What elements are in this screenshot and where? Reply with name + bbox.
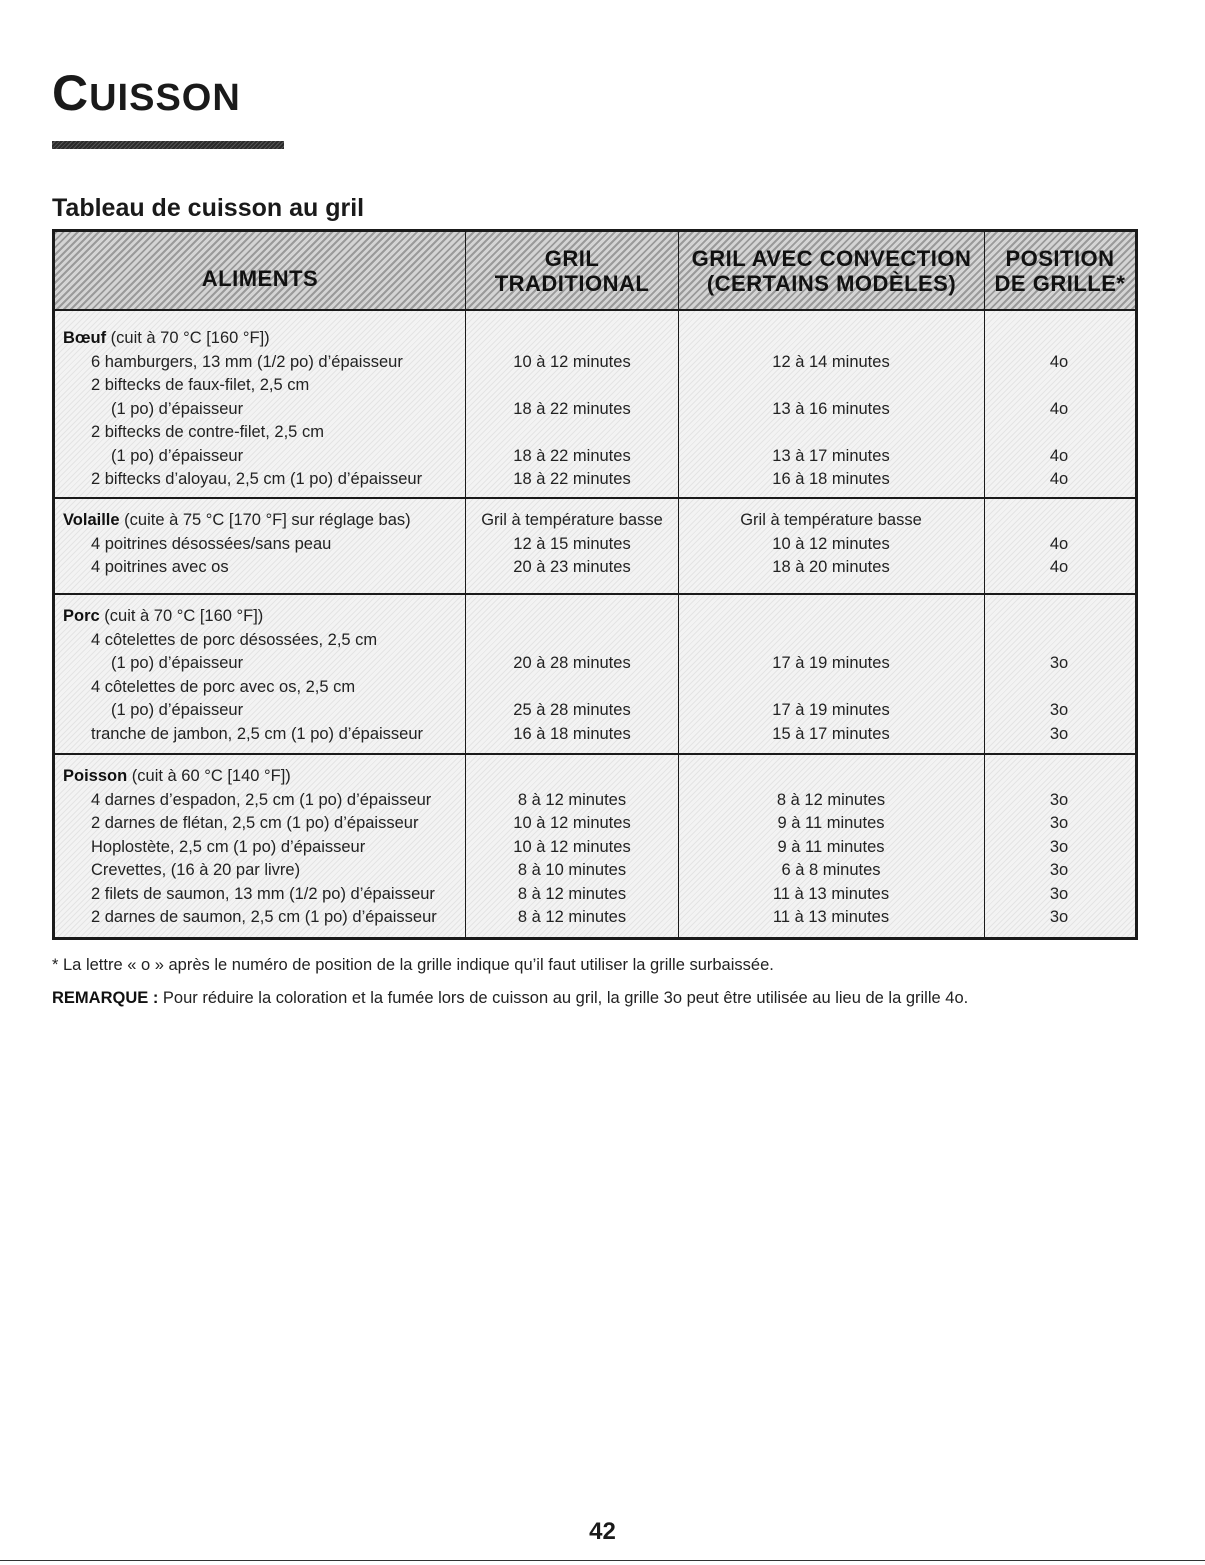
section-heading	[63, 508, 411, 532]
column-divider	[984, 232, 985, 937]
section-heading	[63, 326, 270, 350]
conv-time: 13 à 17 minutes	[772, 446, 890, 465]
rack-position: 3o	[1049, 654, 1069, 672]
page-title-rest: UISSON	[89, 77, 241, 119]
header-conv-line1: GRIL AVEC CONVECTION	[691, 245, 972, 271]
table-title: Tableau de cuisson au gril	[52, 194, 365, 222]
food-item: 2 biftecks de contre-filet, 2,5 cm	[91, 423, 324, 441]
remark-label: REMARQUE :	[52, 989, 159, 1007]
food-item: 4 côtelettes de porc désossées, 2,5 cm	[91, 630, 378, 649]
header-gril-line2: TRADITIONAL	[494, 270, 650, 296]
section-note: (cuit à 70 °C [160 °F])	[99, 607, 264, 625]
page-title	[52, 65, 241, 121]
conv-time: 15 à 17 minutes	[772, 724, 890, 743]
section-name: Bœuf	[63, 329, 107, 347]
rack-position: 3o	[1049, 837, 1069, 856]
conv-time: 11 à 13 minutes	[772, 908, 890, 926]
section-name: Poisson	[63, 767, 128, 785]
conv-time: 12 à 14 minutes	[772, 352, 890, 371]
header-gril-convection	[679, 232, 984, 309]
food-item: 2 darnes de flétan, 2,5 cm (1 po) d’épaisseur	[91, 814, 419, 832]
food-item: 4 côtelettes de porc avec os, 2,5 cm	[91, 677, 356, 696]
rack-position: 3o	[1049, 701, 1069, 719]
conv-time: 6 à 8 minutes	[781, 861, 881, 879]
section-divider	[55, 753, 1135, 755]
rack-position: 4o	[1049, 446, 1069, 465]
section-name: Volaille	[63, 511, 120, 529]
rack-position: 4o	[1049, 470, 1069, 488]
gril-time: 18 à 22 minutes	[513, 470, 631, 488]
page-number: 42	[589, 1518, 616, 1545]
footnote: * La lettre « o » après le numéro de position de la grille indique qu’il faut utiliser la grille surbaissée.	[52, 956, 774, 974]
rack-position: 3o	[1049, 908, 1069, 926]
page-title-initial: C	[52, 65, 90, 121]
gril-time-heading: Gril à température basse	[481, 511, 663, 529]
food-item: 2 darnes de saumon, 2,5 cm (1 po) d’épaisseur	[91, 908, 437, 926]
conv-time: 11 à 13 minutes	[772, 884, 890, 903]
gril-time: 16 à 18 minutes	[513, 724, 631, 743]
section-divider	[55, 593, 1135, 595]
food-item: 2 biftecks d’aloyau, 2,5 cm (1 po) d’épaisseur	[91, 470, 423, 488]
food-item: Crevettes, (16 à 20 par livre)	[91, 861, 301, 879]
header-divider	[55, 309, 1135, 311]
column-divider	[465, 232, 466, 937]
gril-time: 10 à 12 minutes	[513, 837, 631, 856]
header-gril-traditional	[466, 232, 678, 309]
food-item: (1 po) d’épaisseur	[111, 446, 244, 465]
rack-position: 3o	[1049, 790, 1069, 809]
food-item: 2 biftecks de faux-filet, 2,5 cm	[91, 376, 310, 394]
header-pos-line1: POSITION	[1005, 245, 1115, 271]
header-aliments-label: ALIMENTS	[201, 266, 319, 291]
gril-time: 8 à 12 minutes	[517, 884, 627, 903]
food-item: 6 hamburgers, 13 mm (1/2 po) d’épaisseur	[91, 352, 403, 371]
section-name: Porc	[63, 607, 100, 625]
food-item: (1 po) d’épaisseur	[111, 701, 244, 719]
conv-time: 8 à 12 minutes	[776, 790, 886, 809]
gril-time: 8 à 12 minutes	[517, 790, 627, 809]
food-item: Hoplostète, 2,5 cm (1 po) d’épaisseur	[91, 837, 366, 856]
gril-time: 20 à 28 minutes	[513, 654, 631, 672]
header-aliments	[55, 232, 465, 309]
gril-time: 18 à 22 minutes	[513, 399, 631, 418]
rack-position: 3o	[1049, 814, 1069, 832]
bottom-rule	[0, 1560, 1205, 1561]
food-item: tranche de jambon, 2,5 cm (1 po) d’épaisseur	[91, 724, 424, 743]
conv-time: 13 à 16 minutes	[772, 399, 890, 418]
conv-time: 17 à 19 minutes	[772, 701, 890, 719]
food-item: 4 darnes d’espadon, 2,5 cm (1 po) d’épaisseur	[91, 790, 432, 809]
food-item: (1 po) d’épaisseur	[111, 399, 244, 418]
section-note: (cuit à 60 °C [140 °F])	[127, 767, 291, 785]
conv-time: 10 à 12 minutes	[772, 534, 890, 553]
gril-time: 20 à 23 minutes	[513, 558, 631, 576]
section-heading	[63, 764, 291, 788]
rack-position: 3o	[1049, 724, 1069, 743]
rack-position: 3o	[1049, 861, 1069, 879]
conv-time: 9 à 11 minutes	[777, 814, 885, 832]
gril-time: 10 à 12 minutes	[513, 352, 631, 371]
gril-time: 10 à 12 minutes	[513, 814, 631, 832]
rack-position: 3o	[1049, 884, 1069, 903]
gril-time: 12 à 15 minutes	[513, 534, 631, 553]
conv-time: 17 à 19 minutes	[772, 654, 890, 672]
remark-text: Pour réduire la coloration et la fumée lors de cuisson au gril, la grille 3o peut être utilisée au lieu de la grille 4o.	[158, 989, 969, 1007]
rack-position: 4o	[1049, 352, 1069, 371]
header-gril-line1: GRIL	[544, 245, 600, 271]
section-note: (cuit à 70 °C [160 °F])	[106, 329, 270, 347]
section-heading	[63, 604, 263, 628]
title-underline	[52, 141, 284, 149]
header-position-grille	[985, 232, 1135, 309]
food-item: 4 poitrines désossées/sans peau	[91, 534, 332, 553]
header-pos-line2: DE GRILLE*	[994, 270, 1126, 296]
gril-time: 18 à 22 minutes	[513, 446, 631, 465]
food-item: (1 po) d’épaisseur	[111, 654, 244, 672]
food-item: 2 filets de saumon, 13 mm (1/2 po) d’épaisseur	[91, 884, 435, 903]
gril-time: 8 à 12 minutes	[517, 908, 627, 926]
conv-time-heading: Gril à température basse	[740, 511, 922, 529]
broil-chart-table	[52, 229, 1138, 940]
conv-time: 18 à 20 minutes	[772, 558, 890, 576]
gril-time: 25 à 28 minutes	[513, 701, 631, 719]
food-item: 4 poitrines avec os	[91, 558, 229, 576]
remark	[52, 989, 968, 1008]
rack-position: 4o	[1049, 399, 1069, 418]
conv-time: 9 à 11 minutes	[777, 837, 885, 856]
column-divider	[678, 232, 679, 937]
section-note: (cuite à 75 °C [170 °F] sur réglage bas)	[119, 511, 411, 529]
header-conv-line2: (CERTAINS MODÈLES)	[706, 270, 957, 296]
section-divider	[55, 497, 1135, 499]
rack-position: 4o	[1049, 558, 1069, 576]
conv-time: 16 à 18 minutes	[772, 470, 890, 488]
gril-time: 8 à 10 minutes	[517, 861, 627, 879]
rack-position: 4o	[1049, 534, 1069, 553]
